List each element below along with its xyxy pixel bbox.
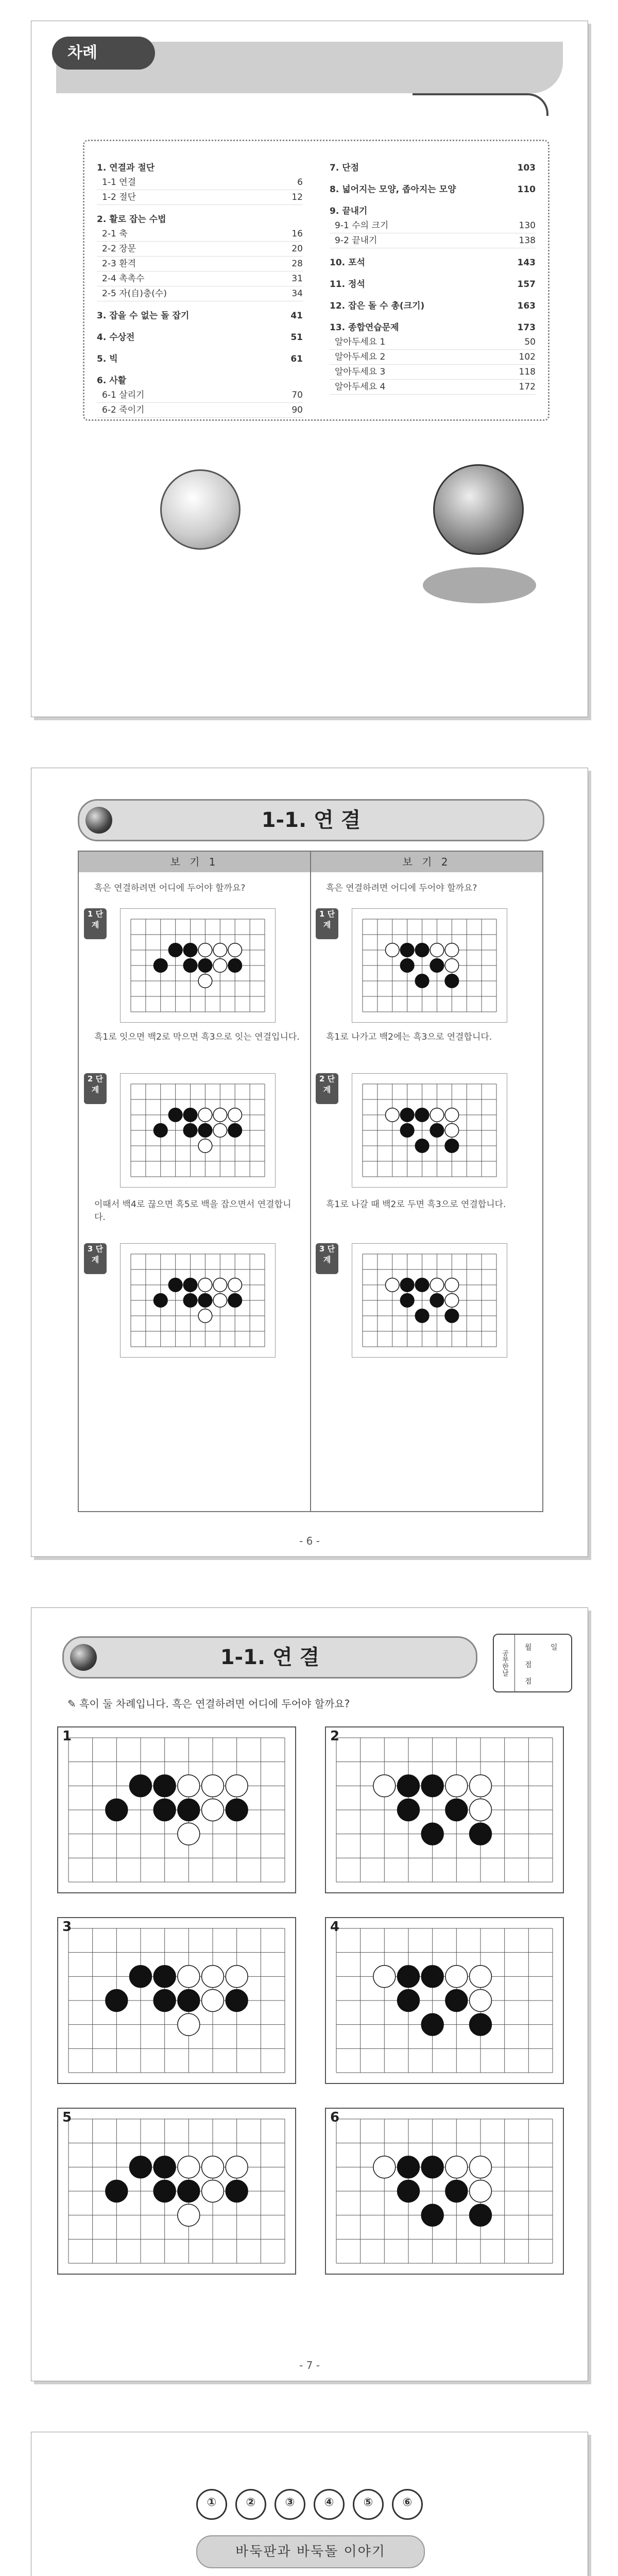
- toc-page-number: 157: [517, 279, 536, 290]
- toc-page-number: 50: [524, 337, 536, 347]
- problem-number: 5: [62, 2110, 72, 2125]
- black-stone: [153, 1294, 167, 1308]
- black-stone: [183, 959, 197, 973]
- toc-section[interactable]: 10. 포석 143: [330, 256, 536, 270]
- example-2-header: 보 기 2: [311, 852, 542, 872]
- mascot-left-icon: [160, 469, 241, 550]
- exercise-title: 1-1. 연 결: [220, 1646, 320, 1669]
- toc-page-number: 138: [519, 235, 536, 246]
- toc-page-number: 173: [517, 323, 536, 333]
- white-stone: [202, 1775, 224, 1797]
- black-stone: [400, 1108, 414, 1122]
- toc-page-number: 16: [291, 229, 303, 239]
- toc-page-number: 90: [291, 405, 303, 415]
- toc-page-number: 12: [291, 192, 303, 202]
- white-stone: [430, 1278, 444, 1292]
- toc-section[interactable]: 3. 잡을 수 없는 돌 잡기 41: [97, 309, 303, 323]
- study-date-label: 공부한날: [494, 1635, 515, 1691]
- white-stone: [198, 1309, 212, 1323]
- toc-page-number: 28: [291, 259, 303, 269]
- black-stone: [153, 1124, 167, 1138]
- toc-section[interactable]: 7. 단점 103: [330, 161, 536, 175]
- white-stone: [178, 1823, 200, 1845]
- white-stone: [213, 1124, 227, 1138]
- black-stone: [106, 1799, 128, 1821]
- white-stone: [178, 1965, 200, 1988]
- black-stone: [421, 1965, 443, 1988]
- black-stone: [415, 1108, 429, 1122]
- instruction: ✎ 흑이 둘 차례입니다. 흑은 연결하려면 어디에 두어야 할까요?: [67, 1698, 350, 1710]
- toc-subitem[interactable]: 알아두세요 3 118: [330, 365, 536, 380]
- step-1-marker-2: 1 단계: [316, 908, 338, 939]
- black-stone: [400, 959, 414, 973]
- circled-2-icon: ②: [235, 2489, 266, 2520]
- example-1-answer-2: 이때서 백4로 끊으면 흑5로 백을 잡으면서 연결합니다.: [94, 1199, 291, 1223]
- example-1-header: 보 기 1: [79, 852, 310, 872]
- black-stone: [226, 2180, 248, 2202]
- toc-subitem[interactable]: 2-4 촉촉수 31: [97, 272, 303, 286]
- white-stone: [445, 2156, 468, 2178]
- black-stone: [398, 2180, 420, 2202]
- white-stone: [228, 943, 242, 957]
- toc-section[interactable]: 9. 끝내기: [330, 206, 368, 216]
- black-stone: [130, 1775, 152, 1797]
- toc-section[interactable]: 13. 종합연습문제 173: [330, 320, 536, 335]
- mascot-base: [423, 567, 536, 603]
- story-page: [31, 2432, 588, 2576]
- circled-number-icons: [31, 2489, 588, 2520]
- problem-5[interactable]: [57, 2108, 296, 2275]
- white-stone: [445, 1278, 459, 1292]
- white-stone: [213, 1278, 227, 1292]
- black-stone: [153, 1965, 176, 1988]
- white-stone: [213, 1108, 227, 1122]
- black-stone: [415, 1278, 429, 1292]
- white-stone: [373, 1965, 396, 1988]
- toc-page-number: 31: [291, 274, 303, 284]
- toc-page-number: 61: [290, 354, 303, 364]
- toc-subitem[interactable]: 9-1 수의 크기 130: [330, 218, 536, 233]
- black-stone: [226, 1990, 248, 2012]
- toc-page-number: 172: [519, 382, 536, 392]
- white-stone: [470, 1775, 492, 1797]
- exercise-page: [31, 1607, 588, 2381]
- white-stone: [445, 1775, 468, 1797]
- toc-subitem[interactable]: 6-1 살리기 70: [97, 388, 303, 403]
- black-stone: [153, 2156, 176, 2178]
- toc-section[interactable]: 12. 잡은 돌 수 총(크기) 163: [330, 299, 536, 313]
- black-stone: [430, 959, 444, 973]
- white-stone: [178, 2204, 200, 2226]
- white-stone: [373, 2156, 396, 2178]
- black-stone: [183, 1278, 197, 1292]
- white-stone: [445, 959, 459, 973]
- black-stone: [106, 1990, 128, 2012]
- example-2-answer-2: 흑1로 나갈 때 백2로 두면 흑3으로 연결합니다.: [326, 1199, 506, 1210]
- white-stone: [385, 1278, 399, 1292]
- black-stone: [178, 1990, 200, 2012]
- examples-frame: [78, 851, 543, 1512]
- black-stone: [183, 943, 197, 957]
- problem-number: 2: [330, 1728, 340, 1744]
- white-stone: [373, 1775, 396, 1797]
- toc-subitem[interactable]: 2-2 장문 20: [97, 242, 303, 257]
- example-1-board-2: [120, 1073, 276, 1188]
- lesson-title-bar: [78, 799, 544, 841]
- white-stone: [228, 1278, 242, 1292]
- black-stone: [198, 959, 212, 973]
- white-stone: [445, 1294, 459, 1308]
- problem-number: 3: [62, 1919, 72, 1935]
- circled-6-icon: ⑥: [392, 2489, 423, 2520]
- white-stone: [202, 1990, 224, 2012]
- black-stone: [198, 1124, 212, 1138]
- black-stone: [445, 2180, 468, 2202]
- toc-page-number: 41: [290, 311, 303, 321]
- white-stone: [228, 1108, 242, 1122]
- toc-subitem[interactable]: 알아두세요 2 102: [330, 350, 536, 365]
- black-stone: [400, 943, 414, 957]
- step-2-marker: 2 단계: [84, 1073, 107, 1104]
- toc-page-number: 163: [517, 301, 536, 311]
- black-stone: [398, 1990, 420, 2012]
- toc-page-number: 110: [517, 184, 536, 195]
- black-stone: [153, 1990, 176, 2012]
- black-stone: [168, 943, 182, 957]
- score-label-2: 점: [525, 1677, 532, 1686]
- black-stone: [183, 1294, 197, 1308]
- score-label-1: 점: [525, 1661, 532, 1669]
- problem-2[interactable]: [325, 1726, 564, 1893]
- column-divider: [310, 852, 311, 1511]
- example-1-board-1: [120, 908, 276, 1023]
- white-stone: [470, 2180, 492, 2202]
- white-stone: [226, 2156, 248, 2178]
- study-day-label: 일: [551, 1643, 558, 1652]
- black-stone: [398, 1775, 420, 1797]
- circled-4-icon: ④: [314, 2489, 345, 2520]
- white-stone: [178, 2156, 200, 2178]
- black-stone: [430, 1124, 444, 1138]
- toc-section[interactable]: 8. 넓어지는 모양, 좁아지는 모양 110: [330, 182, 536, 197]
- black-stone: [445, 1139, 459, 1153]
- black-stone: [153, 959, 167, 973]
- black-stone: [445, 1990, 468, 2012]
- problem-number: 6: [330, 2110, 340, 2125]
- problem-number: 4: [330, 1919, 340, 1935]
- exercise-title-bar: [62, 1636, 477, 1679]
- white-stone: [430, 1108, 444, 1122]
- black-stone: [398, 2156, 420, 2178]
- mascot-right-icon: [433, 464, 524, 555]
- black-stone: [400, 1294, 414, 1308]
- toc-decoration: [413, 93, 548, 116]
- toc-section[interactable]: 1. 연결과 절단: [97, 163, 155, 173]
- toc-subitem[interactable]: 2-3 환격 28: [97, 257, 303, 272]
- white-stone: [202, 2180, 224, 2202]
- black-stone: [470, 2013, 492, 2036]
- black-stone: [228, 959, 242, 973]
- white-stone: [178, 1775, 200, 1797]
- story-banner: 바둑판과 바둑돌 이야기: [196, 2535, 425, 2568]
- black-stone: [153, 1799, 176, 1821]
- toc-page-number: 51: [290, 332, 303, 343]
- black-stone: [168, 1108, 182, 1122]
- black-stone: [445, 974, 459, 988]
- example-2-board-2: [352, 1073, 507, 1188]
- white-stone: [445, 1124, 459, 1138]
- black-stone: [415, 943, 429, 957]
- toc-section[interactable]: 11. 정석 157: [330, 277, 536, 292]
- step-3-marker-2: 3 단계: [316, 1243, 338, 1274]
- black-stone: [178, 2180, 200, 2202]
- black-stone: [415, 974, 429, 988]
- black-stone: [398, 1799, 420, 1821]
- white-stone: [430, 943, 444, 957]
- black-stone: [445, 1309, 459, 1323]
- black-stone: [400, 1278, 414, 1292]
- toc-page-number: 118: [519, 367, 536, 377]
- white-stone: [445, 943, 459, 957]
- toc-subitem[interactable]: 1-2 절단 12: [97, 190, 303, 205]
- black-stone: [168, 1278, 182, 1292]
- black-stone: [130, 1965, 152, 1988]
- toc-section[interactable]: 4. 수상전 51: [97, 330, 303, 345]
- white-stone: [202, 1965, 224, 1988]
- black-stone: [183, 1124, 197, 1138]
- toc-page-number: 6: [297, 177, 303, 188]
- toc-subitem[interactable]: 1-1 연결 6: [97, 175, 303, 190]
- white-stone: [198, 943, 212, 957]
- black-stone: [445, 1799, 468, 1821]
- toc-subitem[interactable]: 9-2 끝내기 138: [330, 233, 536, 248]
- example-2-question: 흑은 연결하려면 어디에 두어야 할까요?: [326, 883, 477, 893]
- white-stone: [213, 943, 227, 957]
- white-stone: [445, 1108, 459, 1122]
- black-stone: [228, 1124, 242, 1138]
- page-number: - 7 -: [299, 2359, 320, 2371]
- black-stone: [421, 2204, 443, 2226]
- white-stone: [385, 1108, 399, 1122]
- toc-badge: 차례: [52, 37, 155, 70]
- white-stone: [470, 2156, 492, 2178]
- white-stone: [213, 959, 227, 973]
- white-stone: [470, 1799, 492, 1821]
- toc-page-number: 103: [517, 163, 536, 173]
- problem-number: 1: [62, 1728, 72, 1744]
- toc-page-number: 102: [519, 352, 536, 362]
- black-stone: [470, 1823, 492, 1845]
- lesson-title: 1-1. 연 결: [261, 808, 361, 832]
- white-stone: [198, 1278, 212, 1292]
- black-stone: [153, 2180, 176, 2202]
- white-stone: [213, 1294, 227, 1308]
- white-stone: [198, 1139, 212, 1153]
- study-record-box: [493, 1634, 572, 1692]
- white-stone: [226, 1965, 248, 1988]
- toc-subitem[interactable]: 2-5 자(自)충(수) 34: [97, 286, 303, 301]
- step-3-marker: 3 단계: [84, 1243, 107, 1274]
- toc-left-column: [97, 154, 303, 418]
- example-1-question: 흑은 연결하려면 어디에 두어야 할까요?: [94, 883, 246, 893]
- example-1-board-3: [120, 1243, 276, 1358]
- white-stone: [198, 1108, 212, 1122]
- black-stone: [430, 1294, 444, 1308]
- black-stone: [226, 1799, 248, 1821]
- circled-3-icon: ③: [274, 2489, 305, 2520]
- toc-subitem[interactable]: 알아두세요 1 50: [330, 335, 536, 350]
- page-number: - 6 -: [299, 1535, 320, 1547]
- study-month-label: 월: [525, 1643, 532, 1652]
- step-2-marker-2: 2 단계: [316, 1073, 338, 1104]
- white-stone: [202, 1799, 224, 1821]
- black-stone: [415, 1309, 429, 1323]
- example-2-answer-1: 흑1로 나가고 백2에는 흑3으로 연결합니다.: [326, 1032, 492, 1042]
- toc-page: [31, 21, 588, 717]
- black-stone: [421, 1823, 443, 1845]
- black-stone: [198, 1294, 212, 1308]
- problem-4[interactable]: [325, 1917, 564, 2084]
- white-stone: [470, 1990, 492, 2012]
- example-1-answer-1: 흑1로 잇으면 백2로 막으면 흑3으로 잇는 연결입니다.: [94, 1032, 300, 1042]
- problem-6[interactable]: [325, 2108, 564, 2275]
- toc-section[interactable]: 5. 빅 61: [97, 352, 303, 366]
- black-stone: [400, 1124, 414, 1138]
- step-1-marker: 1 단계: [84, 908, 107, 939]
- toc-section[interactable]: 2. 활로 잡는 수법: [97, 214, 166, 225]
- black-stone: [228, 1294, 242, 1308]
- toc-page-number: 34: [291, 289, 303, 299]
- toc-page-number: 70: [291, 390, 303, 400]
- toc-section[interactable]: 6. 사활: [97, 376, 127, 386]
- black-stone: [183, 1108, 197, 1122]
- lesson-page: [31, 768, 588, 1557]
- black-stone: [178, 1799, 200, 1821]
- black-stone: [398, 1965, 420, 1988]
- black-stone: [130, 2156, 152, 2178]
- toc-subitem[interactable]: 2-1 축 16: [97, 227, 303, 242]
- toc-page-number: 143: [517, 258, 536, 268]
- circled-1-icon: ①: [196, 2489, 227, 2520]
- toc-subitem[interactable]: 알아두세요 4 172: [330, 380, 536, 395]
- black-stone: [415, 1139, 429, 1153]
- white-stone: [385, 943, 399, 957]
- white-stone: [202, 2156, 224, 2178]
- problem-1[interactable]: [57, 1726, 296, 1893]
- white-stone: [178, 2013, 200, 2036]
- circled-5-icon: ⑤: [353, 2489, 384, 2520]
- toc-area: [83, 140, 550, 421]
- toc-page-number: 130: [519, 221, 536, 231]
- black-stone: [470, 2204, 492, 2226]
- black-stone: [421, 1775, 443, 1797]
- white-stone: [198, 974, 212, 988]
- toc-page-number: 20: [291, 244, 303, 254]
- white-stone: [445, 1965, 468, 1988]
- black-stone: [421, 2156, 443, 2178]
- black-stone: [421, 2013, 443, 2036]
- problem-3[interactable]: [57, 1917, 296, 2084]
- toc-right-column: [330, 154, 536, 395]
- white-stone: [470, 1965, 492, 1988]
- example-2-board-3: [352, 1243, 507, 1358]
- black-stone: [153, 1775, 176, 1797]
- white-stone: [226, 1775, 248, 1797]
- toc-subitem[interactable]: 6-2 죽이기 90: [97, 403, 303, 418]
- example-2-board-1: [352, 908, 507, 1023]
- black-stone: [106, 2180, 128, 2202]
